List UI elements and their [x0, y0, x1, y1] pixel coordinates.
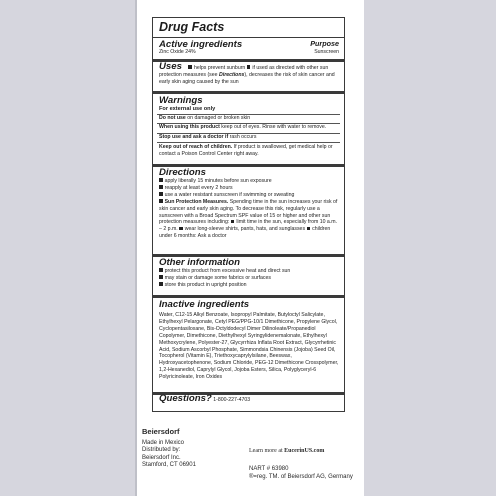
bullet-icon [159, 185, 163, 189]
phone-number: 1-800-227-4703 [213, 397, 251, 403]
drug-facts-title: Drug Facts [159, 20, 225, 34]
warning-when-using [159, 124, 339, 131]
warning-do-not-use-label: Do not use [159, 115, 186, 121]
bullet-icon [247, 65, 251, 69]
distributor-address: Stamford, CT 06901 [142, 462, 196, 469]
brand-name: Beiersdorf [142, 427, 180, 436]
legal-block [249, 466, 353, 481]
other-item: store this product in upright position [164, 281, 247, 288]
direction-item: apply liberally 15 minutes before sun exposure [164, 178, 272, 184]
bullet-icon [179, 227, 183, 231]
learn-more-text: Learn more at [249, 448, 283, 454]
warning-stop-use-text: rash occurs [229, 134, 257, 140]
bullet-icon [307, 227, 311, 231]
website-line [249, 448, 324, 456]
bullet-icon [159, 282, 163, 286]
warning-when-using-text: keep out of eyes. Rinse with water to remove. [221, 124, 327, 130]
external-use: For external use only [159, 106, 216, 112]
warning-children-text: If product is swallowed, get medical help or contact a Poison Control Center right away. [159, 144, 333, 157]
bullet-icon [159, 192, 163, 196]
direction-item: children under 6 months: Ask a doctor [159, 226, 331, 240]
direction-item: use a water resistant sunscreen if swimming or sweating [164, 191, 295, 198]
bullet-icon [159, 178, 163, 182]
trademark-notice: ®=reg. TM. of Beiersdorf AG, Germany [249, 473, 353, 480]
bullet-icon [159, 199, 163, 203]
website-url: EucerinUS.com [284, 448, 325, 454]
questions-heading: Questions? [159, 393, 212, 404]
warning-when-using-label: When using this product [159, 124, 220, 130]
inactive-ingredients-text: Water, C12-15 Alkyl Benzoate, Isopropyl Palmitate, Butyloctyl Salicylate, Ethylhexyl Pelargonate, Cetyl PEG/PPG-10/1 Dimethicone, Propylene Glycol, Cyclopentasiloxane, Bis-Octyldodecyl Dimer Dilinoleate/Propanediol Copolymer, Dimethicone, Diethylhexyl Syringylidenemalonate, Ethylhexyl Methoxycrylene, Polyester-27, Glycyrrhiza Inflata Root Extract, Glycyrrhetinic Acid, Sodium Ascorbyl Phosphate, Simmondsia Chinensis (Jojoba) Seed Oil, Tocopherol (Vitamin E), Triethoxycaprylylsilane, Beeswax, Hydroxyacetophenone, Sodium Chloride, PEG-12 Dimethicone Crosspolymer, 1,2-Hexanediol, Caprylyl Glycol, Jojoba Esters, Silica, Polyglyceryl-6 Polyricinoleate, Iron Oxides [159, 312, 339, 381]
warning-children [159, 144, 339, 158]
direction-item: Spending time in the sun increases your risk of skin cancer and early skin aging. To decrease this risk, regularly use a sunscreen with a Broad Spectrum SPF value of 15 or higher and other sun protection measures including: [159, 198, 338, 226]
drug-facts-panel [152, 17, 345, 412]
warning-do-not-use-text: on damaged or broken skin [187, 115, 251, 121]
product-label [137, 0, 364, 496]
made-in: Made in Mexico [142, 439, 185, 446]
warning-stop-use [159, 134, 339, 141]
active-ingredients-heading: Active ingredients [159, 39, 243, 50]
uses-directions-ref: Directions [219, 71, 245, 78]
warning-do-not-use [159, 115, 339, 122]
distributor-name: Beiersdorf Inc. [142, 454, 181, 461]
questions-line [159, 393, 339, 404]
uses-text: ), decreases the risk of skin cancer and early skin aging caused by the sun [159, 71, 335, 85]
purpose-heading: Purpose [310, 39, 339, 48]
distributor-block [142, 428, 196, 470]
other-information-heading: Other information [159, 257, 241, 268]
nart-number: NART # 63980 [249, 466, 289, 472]
distributed-by: Distributed by: [142, 447, 181, 454]
bullet-icon [188, 65, 192, 69]
other-item: may stain or damage some fabrics or surfaces [164, 274, 271, 281]
other-information-list [159, 268, 339, 289]
warning-children-label: Keep out of reach of children. [159, 144, 233, 150]
other-item: protect this product from excessive heat and direct sun [164, 268, 291, 274]
bullet-icon [159, 268, 163, 272]
purpose-value: Sunscreen [314, 49, 339, 55]
inactive-ingredients-heading: Inactive ingredients [159, 299, 250, 310]
direction-item: reapply at least every 2 hours [164, 184, 233, 191]
uses-heading: Uses [159, 61, 182, 72]
uses-section [159, 61, 339, 86]
bullet-icon [159, 275, 163, 279]
active-ingredient: Zinc Oxide 24% [159, 49, 196, 55]
sun-protection-label: Sun Protection Measures. [164, 198, 229, 205]
direction-item: wear long-sleeve shirts, pants, hats, and sunglasses [184, 226, 306, 233]
warning-stop-use-label: Stop use and ask a doctor if [159, 134, 229, 140]
directions-heading: Directions [159, 167, 206, 178]
uses-text: helps prevent sunburn [193, 65, 246, 71]
bullet-icon [231, 220, 235, 224]
warnings-heading: Warnings [159, 95, 203, 106]
directions-list [159, 178, 339, 240]
uses-text: if used as directed with other sun protection measures (see [159, 65, 329, 78]
direction-item: limit time in the sun, especially from 10 a.m. – 2 p.m. [159, 219, 338, 233]
